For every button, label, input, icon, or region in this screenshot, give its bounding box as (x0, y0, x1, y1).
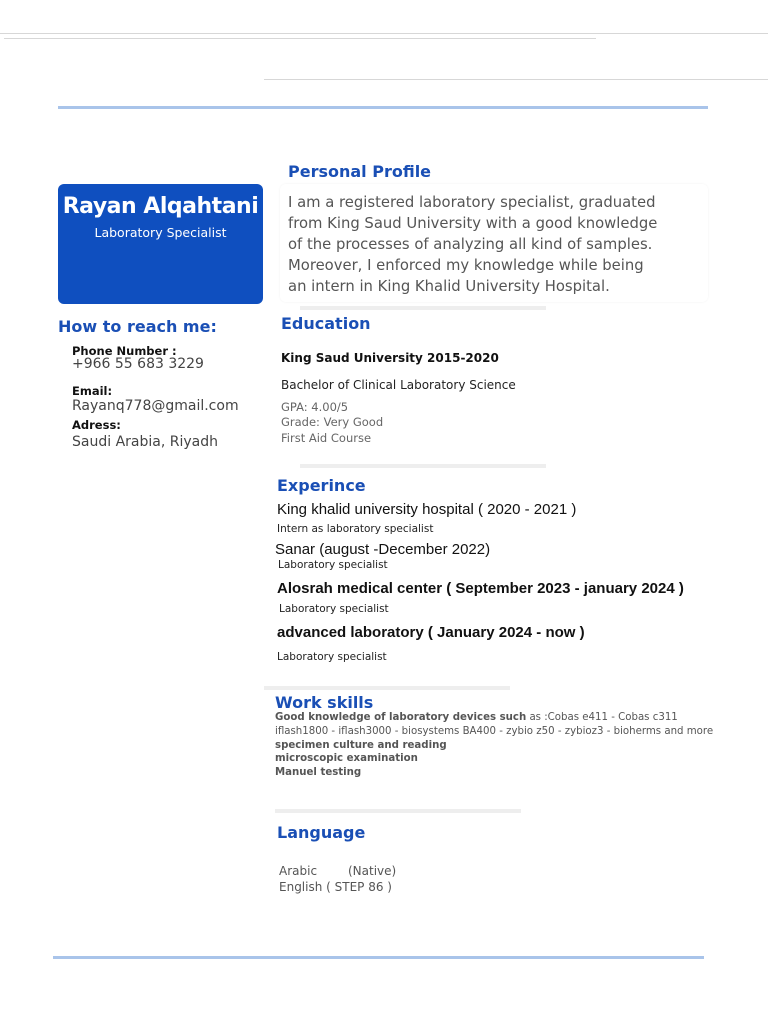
person-name: Rayan Alqahtani (62, 194, 259, 219)
education-course: First Aid Course (281, 431, 372, 445)
top-rule-3 (264, 79, 768, 80)
profile-line: from King Saud University with a good knowledge (288, 215, 658, 232)
profile-text (288, 192, 688, 297)
education-degree: Bachelor of Clinical Laboratory Science (281, 378, 516, 392)
experience-heading: Experince (277, 476, 366, 495)
job-role: Intern as laboratory specialist (277, 523, 434, 535)
skill-line-rest: as :Cobas e411 - Cobas c311 (526, 712, 678, 723)
education-school: King Saud University 2015-2020 (281, 351, 499, 365)
job-title: Sanar (august -December 2022) (275, 541, 491, 558)
education-gpa: GPA: 4.00/5 (281, 400, 349, 414)
job-role: Laboratory specialist (277, 651, 387, 663)
address-label: Adress: (72, 418, 121, 432)
separator (275, 809, 521, 813)
job-title: King khalid university hospital ( 2020 - 2021 ) (277, 501, 577, 518)
separator (264, 686, 510, 690)
language-name: English ( STEP 86 ) (279, 880, 392, 894)
email-value: Rayanq778@gmail.com (72, 398, 239, 414)
language-heading: Language (277, 823, 366, 842)
job-title: advanced laboratory ( January 2024 - now ) (277, 624, 585, 641)
name-card (58, 184, 263, 304)
profile-line: an intern in King Khalid University Hospital. (288, 278, 610, 295)
language-name: Arabic (279, 864, 318, 878)
skill-line: iflash1800 - iflash3000 - biosystems BA400 - zybio z50 - zybioz3 - bioherms and more (275, 726, 714, 737)
top-rule-2 (4, 38, 596, 39)
skill-line-bold: Good knowledge of laboratory devices such (275, 712, 527, 723)
profile-heading: Personal Profile (288, 162, 432, 181)
skill-line (275, 740, 447, 751)
separator (300, 306, 546, 310)
contact-heading: How to reach me: (58, 317, 217, 336)
phone-label: Phone Number : (72, 344, 177, 358)
footer-divider (53, 956, 704, 959)
skill-line (275, 712, 678, 723)
email-label: Email: (72, 384, 113, 398)
skill-line (275, 767, 361, 778)
skill-line (275, 753, 418, 764)
language-level: (Native) (348, 864, 397, 878)
phone-value: +966 55 683 3229 (72, 356, 204, 372)
header-divider (58, 106, 708, 109)
profile-line: I am a registered laboratory specialist, graduated (288, 194, 656, 211)
skill-bold: Manuel testing (275, 767, 362, 778)
profile-line: Moreover, I enforced my knowledge while being (288, 257, 644, 274)
address-value: Saudi Arabia, Riyadh (72, 434, 218, 450)
profile-line: of the processes of analyzing all kind of samples. (288, 236, 653, 253)
job-role: Laboratory specialist (279, 603, 389, 615)
separator (300, 464, 546, 468)
job-title: Alosrah medical center ( September 2023 - january 2024 ) (277, 580, 684, 597)
skill-bold: specimen culture and reading (275, 740, 447, 751)
education-heading: Education (281, 314, 371, 333)
top-rule-1 (0, 33, 768, 34)
skills-heading: Work skills (275, 693, 374, 712)
person-title: Laboratory Specialist (94, 225, 227, 240)
education-grade: Grade: Very Good (281, 415, 384, 429)
skill-bold: microscopic examination (275, 753, 418, 764)
job-role: Laboratory specialist (278, 559, 388, 571)
